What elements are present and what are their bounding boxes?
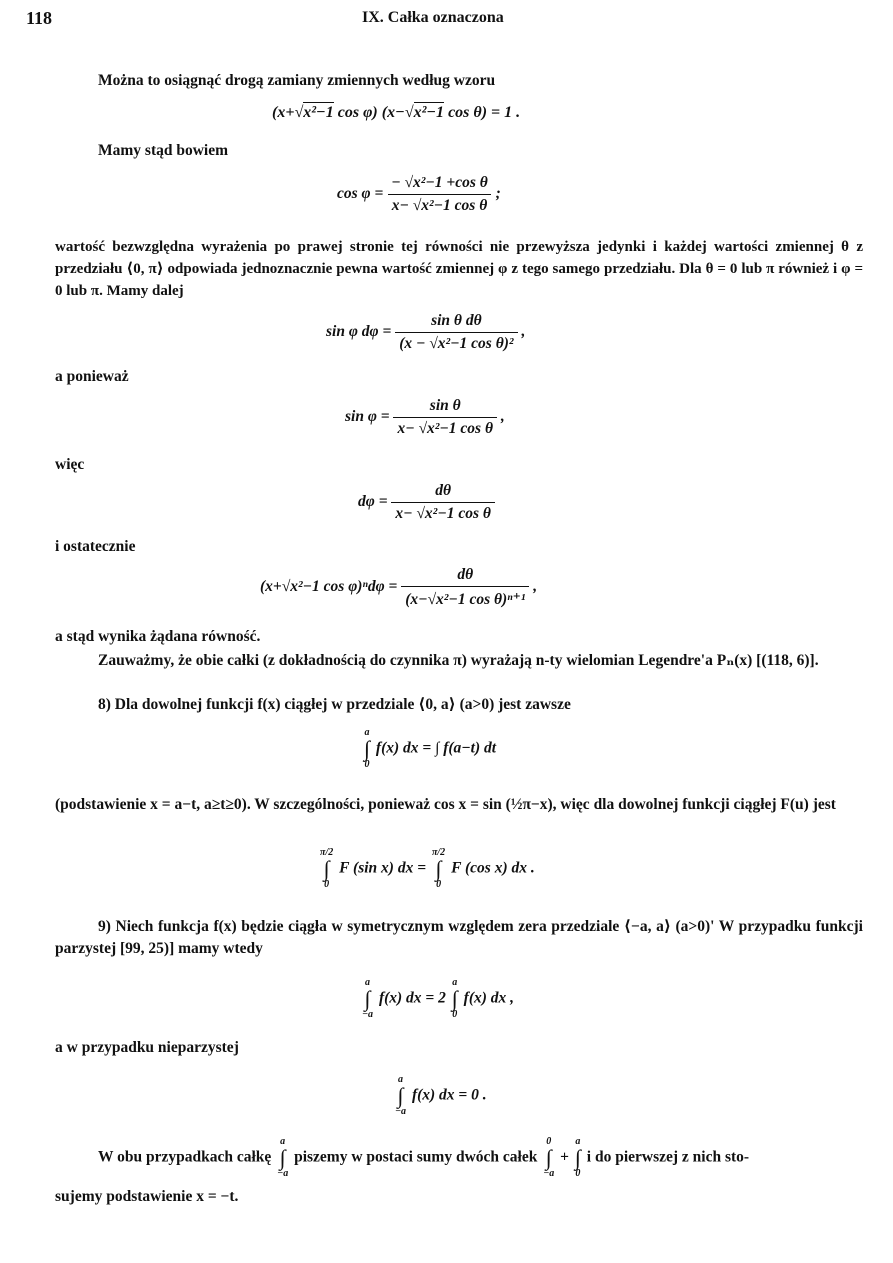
formula-sin-cos: π/2 ∫ 0 F (sin x) dx = π/2 ∫ 0 F (cos x) dx . — [320, 847, 535, 890]
page-number: 118 — [26, 8, 53, 28]
mamy-stad-line: Mamy stąd bowiem — [98, 142, 229, 159]
formula-cos-phi: cos φ = $\frac{\text{− √x²−1 +cos θ}}{\text{x− √x²−1 cos θ}}$ ; — [337, 174, 501, 214]
formula-final: (x+√x²−1 cos φ)ⁿdφ = $\frac{d\theta}{\text{(x−√x²−1 cos θ)ⁿ⁺¹}}$ , — [260, 566, 538, 608]
formula-even: a ∫ −a f(x) dx = 2 a ∫ 0 f(x) dx , — [362, 977, 515, 1020]
paragraph-wartosc: wartość bezwzględna wyrażenia po prawej stronie tej równości nie przewyższa jedynki i każdej wartości zmiennej θ z przedziału ⟨0, π⟩ odpowiada jednoznacznie pewna wartość zmiennej φ z tego samego przedziału. Dla θ = 0 lub π również i φ = 0 lub π. Mamy dalej — [55, 239, 863, 299]
paragraph-item-9: 9) Niech funkcja f(x) będzie ciągła w symetrycznym względem zera przedziale ⟨−a, a⟩ (a>0)' W przypadku funkcji parzystej [99, 25)] mamy wtedy — [55, 918, 863, 957]
formula-sin-phi: sin φ = $\frac{\text{sin θ}}{\text{x− √x²−1 cos θ}}$ , — [345, 397, 505, 437]
a-poniewaz-line: a ponieważ — [55, 368, 129, 385]
formula-substitution: (x+√x²−1 cos φ) (x−√x²−1 cos θ) = 1 . — [272, 104, 521, 121]
w-obu-line: W obu przypadkach całkę a ∫ −a piszemy w postaci sumy dwóch całek 0 ∫ −a + a ∫ 0 i do pierwszej z nich sto- — [98, 1136, 750, 1179]
nieparzystej-line: a w przypadku nieparzystej — [55, 1039, 239, 1056]
sujemy-line: sujemy podstawienie x = −t. — [55, 1188, 239, 1205]
a-stad-line: a stąd wynika żądana równość. — [55, 628, 261, 645]
running-title: IX. Całka oznaczona — [362, 9, 504, 26]
item-8: 8) Dla dowolnej funkcji f(x) ciągłej w przedziale ⟨0, a⟩ (a>0) jest zawsze — [98, 696, 571, 713]
formula-dphi: dφ = $\frac{d\theta}{\text{x− √x²−1 cos θ}}$ — [358, 482, 495, 523]
formula-sin-phi-dphi: sin φ dφ = $\frac{\text{sin θ dθ}}{\text{(x − √x²−1 cos θ)²}}$ , — [326, 312, 526, 352]
intro-line: Można to osiągnąć drogą zamiany zmiennych według wzoru — [98, 72, 496, 89]
formula-item8: a ∫ 0 f(x) dx = ∫ f(a−t) dt — [364, 727, 497, 770]
paragraph-zauwazmy: Zauważmy, że obie całki (z dokładnością do czynnika π) wyrażają n-ty wielomian Legendre'a Pₙ(x) [(118, 6)]. — [98, 652, 819, 669]
paragraph-podstawienie: (podstawienie x = a−t, a≥t≥0). W szczególności, ponieważ cos x = sin (½π−x), więc dla dowolnej funkcji ciągłej F(u) jest — [55, 796, 836, 813]
formula-odd: a ∫ −a f(x) dx = 0 . — [395, 1074, 487, 1117]
i-ostatecznie-line: i ostatecznie — [55, 538, 136, 555]
wiec-line: więc — [55, 456, 85, 473]
